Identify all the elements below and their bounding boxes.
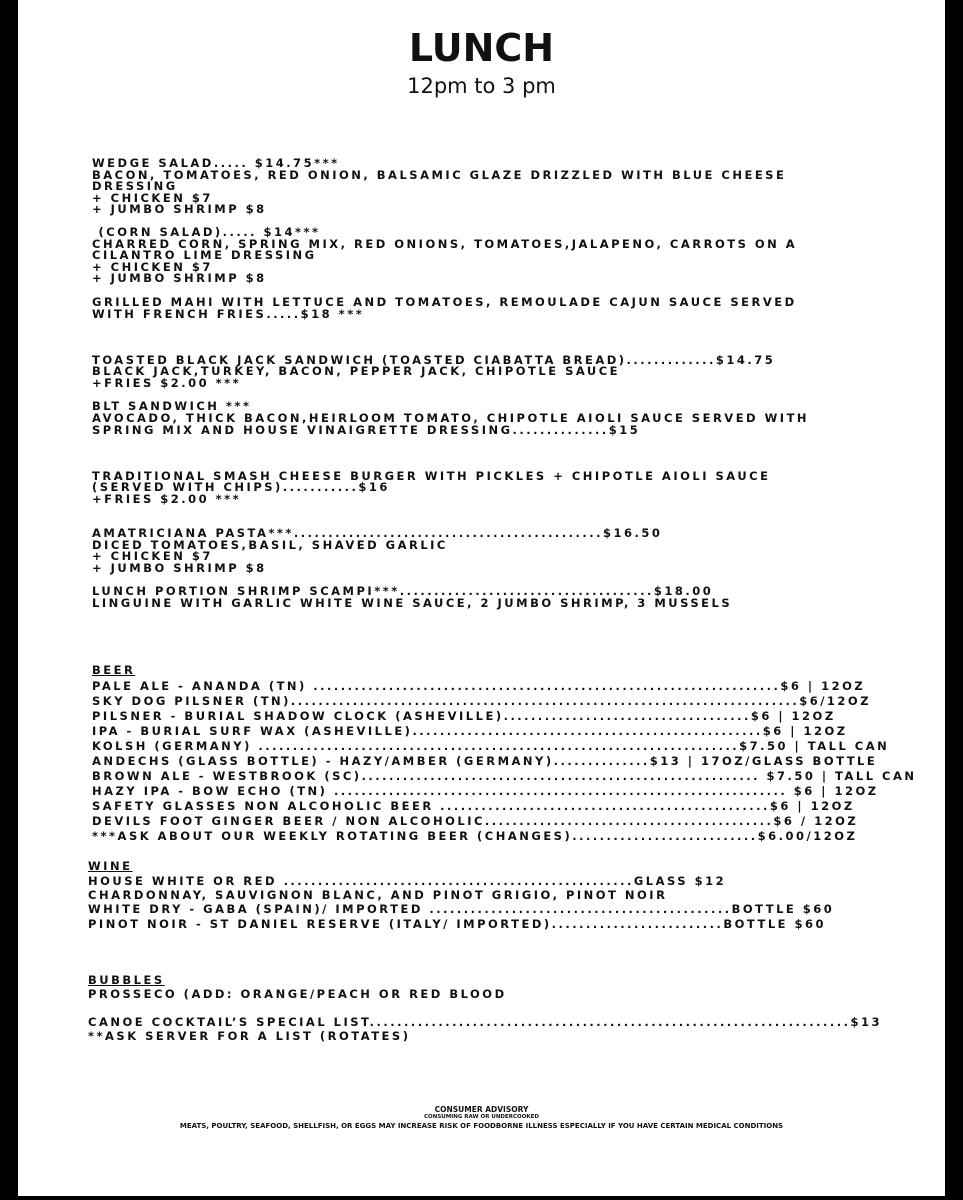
beer-line: DEVILS FOOT GINGER BEER / NON ALCOHOLIC..........................................$6 / 12OZ [92,814,859,828]
menu-line: LUNCH PORTION SHRIMP SCAMPI***.....................................$18.00 [92,584,714,598]
menu-line: TOASTED BLACK JACK SANDWICH (TOASTED CIABATTA BREAD).............$14.75 [92,353,776,367]
wine-line: HOUSE WHITE OR RED ...................................................GLASS $12 [88,874,727,888]
wine-line: CHARDONNAY, SAUVIGNON BLANC, AND PINOT GRIGIO, PINOT NOIR [88,888,668,902]
menu-line: (SERVED WITH CHIPS)...........$16 [92,480,390,494]
advisory-title: CONSUMER ADVISORY [434,1105,529,1114]
menu-line: + JUMBO SHRIMP $8 [92,271,267,285]
menu-line: BLACK JACK,TURKEY, BACON, PEPPER JACK, CHIPOTLE SAUCE [92,364,621,378]
advisory-line: MEATS, POULTRY, SEAFOOD, SHELLFISH, OR EGGS MAY INCREASE RISK OF FOODBORNE ILLNESS ESPECIALLY IF YOU HAVE CERTAIN MEDICAL CONDITIONS [179,1122,784,1130]
menu-line: LINGUINE WITH GARLIC WHITE WINE SAUCE, 2 JUMBO SHRIMP, 3 MUSSELS [92,596,733,610]
menu-line: WITH FRENCH FRIES.....$18 *** [92,307,365,321]
menu-line: AMATRICIANA PASTA***.............................................$16.50 [92,526,663,540]
menu-line: + CHICKEN $7 [92,260,213,274]
menu-line: + JUMBO SHRIMP $8 [92,561,267,575]
wine-line: WHITE DRY - GABA (SPAIN)/ IMPORTED ............................................BOTTLE $60 [88,902,835,916]
beer-line: SAFETY GLASSES NON ALCOHOLIC BEER ................................................$6 | 12OZ [92,799,855,813]
bubbles-heading: BUBBLES [88,973,165,987]
menu-line: +FRIES $2.00 *** [92,492,242,506]
beer-line: KOLSH (GERMANY) ......................................................................$7.50 | TALL CAN [92,739,890,753]
menu-line: WEDGE SALAD..... $14.75*** [92,156,340,170]
bubbles-line: **ASK SERVER FOR A LIST (ROTATES) [88,1029,411,1043]
beer-line: IPA - BURIAL SURF WAX (ASHEVILLE)...................................................$6 | 12OZ [92,724,848,738]
menu-line: + CHICKEN $7 [92,191,213,205]
menu-line: (CORN SALAD)..... $14*** [92,225,321,239]
menu-line: GRILLED MAHI WITH LETTUCE AND TOMATOES, REMOULADE CAJUN SAUCE SERVED [92,295,797,309]
menu-line: BACON, TOMATOES, RED ONION, BALSAMIC GLAZE DRIZZLED WITH BLUE CHEESE [92,168,787,182]
lunch-hours: 12pm to 3 pm [407,74,556,98]
menu-line: CILANTRO LIME DRESSING [92,248,317,262]
beer-line: HAZY IPA - BOW ECHO (TN) .................................................................. $6 | 12OZ [92,784,879,798]
beer-line: ANDECHS (GLASS BOTTLE) - HAZY/AMBER (GERMANY)..............$13 | 17OZ/GLASS BOTTLE [92,754,878,768]
beer-line: PALE ALE - ANANDA (TN) ....................................................................$6 | 12OZ [92,679,866,693]
beer-line: BROWN ALE - WESTBROOK (SC).......................................................... $7.50 | TALL CAN [92,769,917,783]
menu-line: TRADITIONAL SMASH CHEESE BURGER WITH PICKLES + CHIPOTLE AIOLI SAUCE [92,469,771,483]
menu-line: +FRIES $2.00 *** [92,376,242,390]
menu-line: + JUMBO SHRIMP $8 [92,202,267,216]
menu-line: DRESSING [92,179,178,193]
menu-line: SPRING MIX AND HOUSE VINAIGRETTE DRESSING..............$15 [92,423,641,437]
beer-line: SKY DOG PILSNER (TN)..........................................................................$6/12OZ [92,694,872,708]
beer-line: ***ASK ABOUT OUR WEEKLY ROTATING BEER (CHANGES)...........................$6.00/12OZ [92,829,858,843]
page-title: LUNCH [408,26,555,70]
menu-line: CHARRED CORN, SPRING MIX, RED ONIONS, TOMATOES,JALAPENO, CARROTS ON A [92,237,798,251]
beer-heading: BEER [92,663,136,677]
bubbles-line: PROSSECO (ADD: ORANGE/PEACH OR RED BLOOD [88,987,507,1001]
menu-line: + CHICKEN $7 [92,549,213,563]
beer-line: PILSNER - BURIAL SHADOW CLOCK (ASHEVILLE)....................................$6 | 12OZ [92,709,836,723]
menu-page [18,0,945,1196]
menu-line: AVOCADO, THICK BACON,HEIRLOOM TOMATO, CHIPOTLE AIOLI SAUCE SERVED WITH [92,411,810,425]
wine-heading: WINE [88,859,133,873]
menu-line: BLT SANDWICH *** [92,399,252,413]
menu-line: DICED TOMATOES,BASIL, SHAVED GARLIC [92,538,448,552]
advisory-line: CONSUMING RAW OR UNDERCOOKED [424,1114,539,1120]
bubbles-line: CANOE COCKTAIL’S SPECIAL LIST......................................................................$13 [88,1015,882,1029]
wine-line: PINOT NOIR - ST DANIEL RESERVE (ITALY/ IMPORTED).........................BOTTLE $60 [88,917,827,931]
